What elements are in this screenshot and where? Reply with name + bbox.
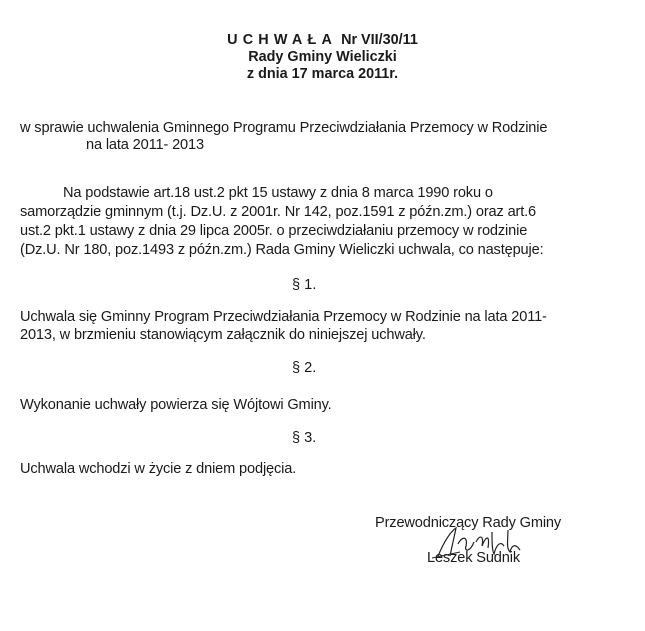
resolution-title bbox=[0, 32, 645, 49]
section-2-sign: § 2. bbox=[292, 360, 317, 376]
preamble-line-3: ust.2 pkt.1 ustawy z dnia 29 lipca 2005r. o przeciwdziałaniu przemocy w rodzinie bbox=[20, 223, 528, 239]
signatory-name: Leszek Sudnik bbox=[427, 550, 520, 566]
section-3-sign: § 3. bbox=[292, 430, 317, 446]
resolution-title-word: UCHWAŁA bbox=[227, 32, 338, 48]
subject-line-2: na lata 2011- 2013 bbox=[86, 137, 204, 153]
signatory-role: Przewodniczący Rady Gminy bbox=[375, 515, 562, 531]
section-1-line-2: 2013, w brzmieniu stanowiącym załącznik do niniejszej uchwały. bbox=[20, 327, 426, 343]
section-2-line-1: Wykonanie uchwały powierza się Wójtowi Gminy. bbox=[20, 397, 332, 413]
resolution-number: Nr VII/30/11 bbox=[341, 32, 418, 48]
section-3-line-1: Uchwala wchodzi w życie z dniem podjęcia. bbox=[20, 461, 297, 477]
preamble-line-2: samorządzie gminnym (t.j. Dz.U. z 2001r. Nr 142, poz.1591 z późn.zm.) oraz art.6 bbox=[20, 204, 537, 220]
section-1-line-1: Uchwala się Gminny Program Przeciwdziałania Przemocy w Rodzinie na lata 2011- bbox=[20, 309, 547, 325]
subject-line-1: w sprawie uchwalenia Gminnego Programu Przeciwdziałania Przemocy w Rodzinie bbox=[20, 120, 548, 136]
preamble-line-1: Na podstawie art.18 ust.2 pkt 15 ustawy z dnia 8 marca 1990 roku o bbox=[63, 185, 493, 201]
council-name: Rady Gminy Wieliczki bbox=[248, 49, 397, 65]
section-1-sign: § 1. bbox=[292, 277, 317, 293]
preamble-line-4: (Dz.U. Nr 180, poz.1493 z późn.zm.) Rada Gminy Wieliczki uchwala, co następuje: bbox=[20, 242, 544, 258]
resolution-date: z dnia 17 marca 2011r. bbox=[246, 66, 399, 82]
